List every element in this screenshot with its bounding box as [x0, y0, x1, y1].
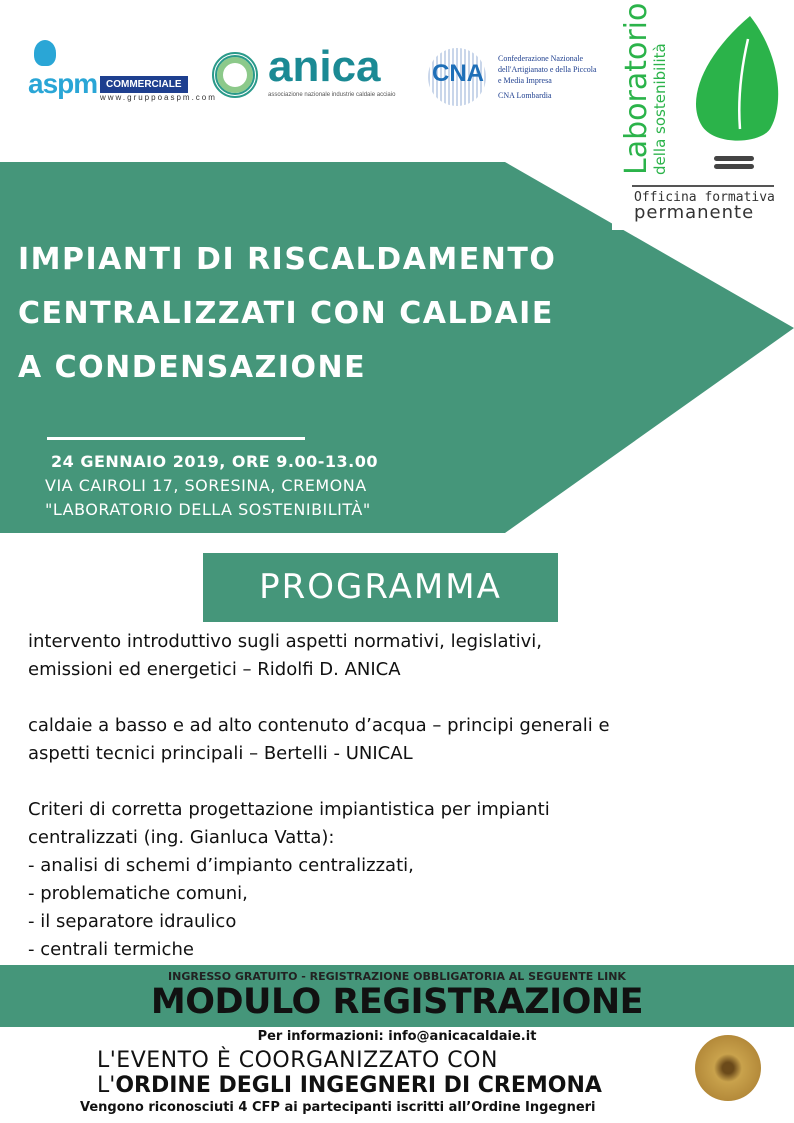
laboratorio-logo [612, 0, 794, 230]
event-venue: "LABORATORIO DELLA SOSTENIBILITÀ" [45, 500, 371, 519]
title-line: IMPIANTI DI RISCALDAMENTO [18, 242, 557, 277]
cna-logo [428, 48, 608, 108]
line: Criteri di corretta progettazione impiantistica per impianti [28, 799, 550, 820]
anica-wordmark: anica [268, 42, 381, 91]
line: - centrali termiche [28, 939, 194, 960]
event-address: VIA CAIROLI 17, SORESINA, CREMONA [45, 476, 367, 495]
title-line: A CONDENSAZIONE [18, 350, 367, 385]
cna-line: CNA Lombardia [498, 91, 552, 100]
line: - il separatore idraulico [28, 911, 237, 932]
registration-banner[interactable] [0, 965, 794, 1027]
cna-text [498, 53, 618, 101]
lab-line2: della sostenibilità [651, 43, 669, 175]
anica-logo [212, 42, 402, 108]
line: - analisi di schemi d’impianto centralizzati, [28, 855, 414, 876]
aspm-badge: COMMERCIALE [100, 76, 188, 93]
aspm-flower-icon [34, 40, 56, 66]
programma-item [28, 628, 788, 684]
cna-mark: CNA [432, 60, 484, 87]
line: intervento introduttivo sugli aspetti normativi, legislativi, [28, 631, 542, 652]
aspm-url: www.gruppoaspm.com [100, 93, 217, 102]
programma-item [28, 796, 788, 964]
programma-item [28, 712, 788, 768]
lab-line3: Officina formativa [634, 190, 775, 205]
title-line: CENTRALIZZATI CON CALDAIE [18, 296, 554, 331]
programma-heading: PROGRAMMA [203, 553, 558, 622]
event-title [18, 233, 556, 395]
registration-link[interactable]: MODULO REGISTRAZIONE [150, 982, 644, 1022]
cna-line: Confederazione Nazionale [498, 54, 584, 63]
event-info [45, 450, 378, 522]
cfp-note: Vengono riconosciuti 4 CFP ai partecipanti iscritti all’Ordine Ingegneri [80, 1100, 596, 1115]
contact-info: Per informazioni: info@anicacaldaie.it [257, 1029, 537, 1044]
co-org: ORDINE DEGLI INGEGNERI DI CREMONA [115, 1073, 602, 1098]
aspm-logo [28, 40, 217, 102]
registration-subtitle: INGRESSO GRATUITO - REGISTRAZIONE OBBLIGATORIA AL SEGUENTE LINK [168, 970, 626, 983]
co-prefix: L' [97, 1073, 116, 1098]
lab-line4: permanente [634, 202, 755, 223]
divider [47, 437, 305, 440]
cna-line: e Media Impresa [498, 76, 552, 85]
line: emissioni ed energetici – Ridolfi D. ANICA [28, 659, 401, 680]
line: centralizzati (ing. Gianluca Vatta): [28, 827, 335, 848]
laboratorio-vertical-text [619, 2, 669, 175]
coorganized-line: L'EVENTO È COORGANIZZATO CON [97, 1048, 498, 1073]
anica-subtitle: associazione nazionale industrie caldaie acciaio [268, 92, 396, 98]
coorganizer [97, 1073, 602, 1098]
line: aspetti tecnici principali – Bertelli - UNICAL [28, 743, 413, 764]
anica-rosette-icon [212, 52, 258, 98]
ordine-ingegneri-seal-icon [695, 1035, 761, 1101]
line: caldaie a basso e ad alto contenuto d’acqua – principi generali e [28, 715, 610, 736]
lab-divider [632, 185, 774, 187]
leaf-bulb-icon [690, 14, 782, 174]
aspm-wordmark: aspm [28, 68, 98, 99]
lab-line1: Laboratorio [619, 2, 654, 175]
event-date: 24 GENNAIO 2019, ORE 9.00-13.00 [51, 452, 379, 471]
programma-list [28, 628, 788, 992]
line: - problematiche comuni, [28, 883, 248, 904]
cna-line: dell'Artigianato e della Piccola [498, 65, 597, 74]
